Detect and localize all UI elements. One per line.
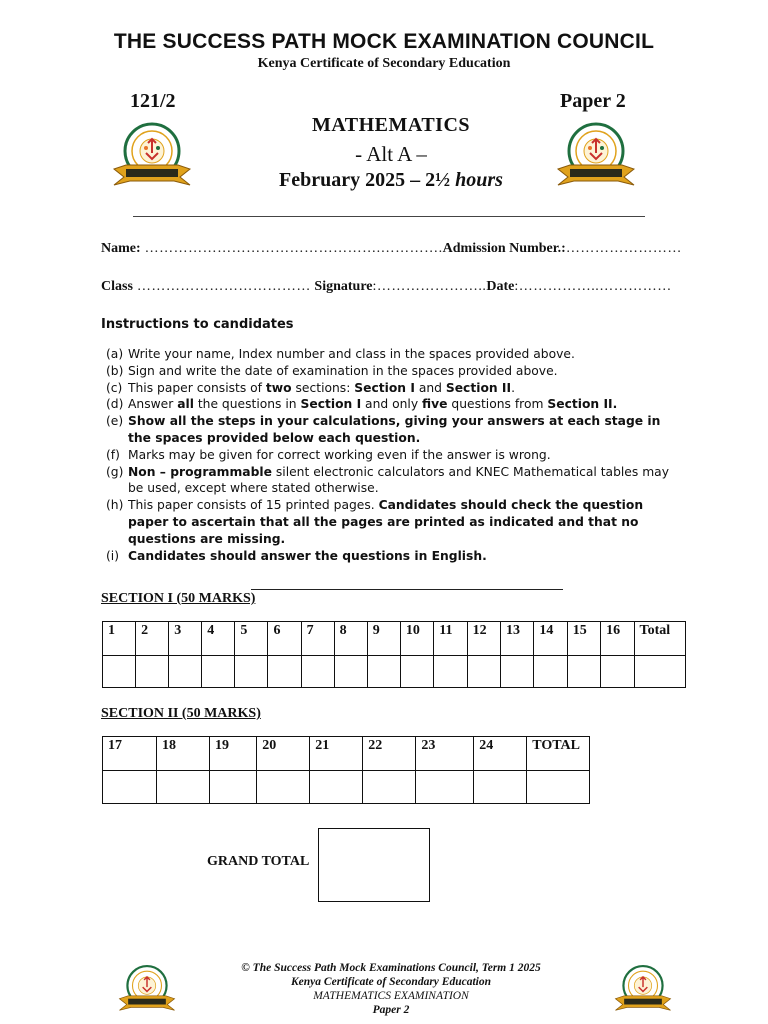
section1-column-label: 6 bbox=[273, 623, 281, 638]
section1-column-header bbox=[467, 622, 500, 656]
instruction-text-part: Section I bbox=[354, 380, 415, 395]
instruction-marker: (c) bbox=[106, 380, 123, 395]
instruction-text-part: sections: bbox=[291, 380, 355, 395]
section1-column-header bbox=[136, 622, 169, 656]
grand-total-box[interactable] bbox=[318, 828, 430, 902]
section2-column-label: 20 bbox=[262, 738, 277, 753]
section1-column-label: 11 bbox=[439, 623, 453, 638]
instruction-marker: (e) bbox=[106, 414, 124, 429]
instruction-item bbox=[106, 548, 681, 565]
section2-column-label: 22 bbox=[368, 738, 383, 753]
section-1-header-row bbox=[103, 622, 686, 656]
instruction-marker: (i) bbox=[106, 548, 120, 563]
instructions-list bbox=[106, 346, 681, 564]
section2-column-label: 17 bbox=[108, 738, 122, 753]
section2-column-header bbox=[103, 737, 157, 771]
instruction-text-part: This paper consists of bbox=[128, 380, 266, 395]
admission-field[interactable]: …………………… bbox=[565, 241, 682, 256]
section1-score-cell[interactable] bbox=[400, 656, 433, 688]
section2-column-label: TOTAL bbox=[532, 738, 580, 753]
section1-score-cell[interactable] bbox=[334, 656, 367, 688]
instruction-text bbox=[128, 346, 681, 363]
section1-column-header bbox=[434, 622, 467, 656]
instruction-text-part: Non – programmable bbox=[128, 464, 272, 479]
council-logo-left bbox=[110, 117, 194, 197]
section2-column-header bbox=[257, 737, 310, 771]
class-label: Class bbox=[101, 279, 133, 294]
instruction-text bbox=[128, 497, 681, 547]
section2-column-label: 19 bbox=[215, 738, 230, 753]
section-1-marks-table bbox=[102, 621, 686, 688]
instruction-text bbox=[128, 548, 681, 565]
section1-column-header bbox=[235, 622, 268, 656]
date-field[interactable]: :……………..…………… bbox=[514, 279, 672, 294]
section1-score-cell[interactable] bbox=[268, 656, 301, 688]
section2-column-label: 24 bbox=[479, 738, 494, 753]
section1-column-header bbox=[534, 622, 567, 656]
section2-score-cell[interactable] bbox=[103, 771, 157, 804]
section1-column-label: Total bbox=[639, 623, 671, 638]
instruction-marker: (b) bbox=[106, 363, 124, 378]
section2-column-header bbox=[210, 737, 257, 771]
section1-score-cell[interactable] bbox=[367, 656, 400, 688]
section-2-header-row bbox=[103, 737, 590, 771]
footer-certificate: Kenya Certificate of Secondary Education bbox=[291, 976, 491, 988]
instruction-marker: (h) bbox=[106, 498, 124, 513]
instruction-text bbox=[128, 447, 681, 464]
instruction-text-part: Marks may be given for correct working even if the answer is wrong. bbox=[128, 447, 551, 462]
instruction-item bbox=[106, 363, 681, 380]
section-1-score-row bbox=[103, 656, 686, 688]
section1-column-label: 1 bbox=[108, 623, 115, 638]
instruction-text bbox=[128, 380, 681, 397]
section1-column-label: 7 bbox=[306, 623, 314, 638]
section1-column-header bbox=[301, 622, 334, 656]
instruction-text-part: Answer bbox=[128, 397, 178, 412]
section1-score-cell[interactable] bbox=[301, 656, 334, 688]
section2-column-header bbox=[416, 737, 474, 771]
section-divider bbox=[251, 589, 563, 590]
section1-column-label: 8 bbox=[339, 623, 347, 638]
instruction-text-part: Show all the steps in your calculations, giving your answers at each stage in the spaces provided below each question. bbox=[128, 414, 661, 445]
section2-score-cell[interactable] bbox=[527, 771, 590, 804]
header-divider bbox=[133, 216, 645, 217]
paper-code: 121/2 bbox=[130, 90, 176, 112]
section1-column-label: 3 bbox=[174, 623, 182, 638]
instruction-text-part: Section I bbox=[300, 397, 362, 412]
instruction-text-part: Sign and write the date of examination in the spaces provided above. bbox=[128, 363, 558, 378]
instruction-text-part: Section II bbox=[445, 380, 512, 395]
section1-score-cell[interactable] bbox=[103, 656, 136, 688]
section1-column-header bbox=[268, 622, 301, 656]
class-signature-date-line bbox=[101, 279, 672, 295]
instruction-item bbox=[106, 396, 681, 413]
signature-field[interactable]: :………………….. bbox=[372, 279, 487, 294]
instruction-text-part: silent electronic calculators and KNEC Mathematical tables may be used, except where stated otherwise. bbox=[128, 464, 669, 496]
footer-copyright: © The Success Path Mock Examinations Council, Term 1 2025 bbox=[241, 962, 541, 974]
section2-column-header bbox=[527, 737, 590, 771]
section1-column-header bbox=[169, 622, 202, 656]
section1-column-label: 5 bbox=[240, 623, 248, 638]
instruction-marker: (g) bbox=[106, 464, 124, 479]
section1-score-cell[interactable] bbox=[500, 656, 533, 688]
paper-variant: - Alt A – bbox=[355, 142, 427, 166]
instruction-item bbox=[106, 380, 681, 397]
section2-score-cell[interactable] bbox=[416, 771, 474, 804]
instruction-text-part: . bbox=[511, 380, 515, 395]
section1-score-cell[interactable] bbox=[467, 656, 500, 688]
section1-column-label: 9 bbox=[372, 623, 380, 638]
section1-score-cell[interactable] bbox=[601, 656, 634, 688]
instructions-title: Instructions to candidates bbox=[101, 317, 294, 332]
certificate-subtitle: Kenya Certificate of Secondary Education bbox=[257, 56, 511, 71]
section1-score-cell[interactable] bbox=[169, 656, 202, 688]
section-2-title: SECTION II (50 MARKS) bbox=[101, 706, 261, 721]
signature-label: Signature bbox=[314, 279, 373, 294]
instruction-text-part: Section II. bbox=[547, 397, 618, 412]
section1-score-cell[interactable] bbox=[534, 656, 567, 688]
name-label: Name: bbox=[101, 241, 141, 256]
section2-score-cell[interactable] bbox=[257, 771, 310, 804]
section1-score-cell[interactable] bbox=[567, 656, 600, 688]
section1-column-label: 2 bbox=[141, 623, 149, 638]
section2-column-label: 18 bbox=[162, 738, 176, 753]
section1-score-cell[interactable] bbox=[136, 656, 169, 688]
admission-label: Admission Number.: bbox=[442, 241, 566, 256]
section-1-title: SECTION I (50 MARKS) bbox=[101, 591, 256, 606]
instruction-item bbox=[106, 413, 681, 447]
section1-score-cell[interactable] bbox=[202, 656, 235, 688]
section1-column-label: 4 bbox=[207, 623, 215, 638]
council-logo-right bbox=[554, 117, 638, 197]
section2-score-cell[interactable] bbox=[310, 771, 363, 804]
section1-column-label: 12 bbox=[472, 623, 487, 638]
instruction-text-part: two bbox=[265, 380, 292, 395]
instruction-text-part: and bbox=[414, 380, 446, 395]
instruction-text-part: Write your name, Index number and class in the spaces provided above. bbox=[128, 347, 575, 361]
instruction-text-part: all bbox=[177, 397, 194, 412]
subject-title: MATHEMATICS bbox=[311, 114, 471, 136]
class-field[interactable]: ……………………………… bbox=[132, 279, 311, 294]
instruction-marker: (a) bbox=[106, 347, 124, 361]
instruction-text bbox=[128, 396, 681, 413]
section1-column-label: 10 bbox=[405, 623, 420, 638]
instruction-item bbox=[106, 447, 681, 464]
name-field[interactable]: ………………………………………….…………. bbox=[140, 241, 443, 256]
council-title: THE SUCCESS PATH MOCK EXAMINATION COUNCIL bbox=[113, 30, 655, 53]
section1-column-header bbox=[202, 622, 235, 656]
section1-column-header bbox=[567, 622, 600, 656]
exam-date: February 2025 – 2½ bbox=[279, 169, 456, 191]
section2-score-cell[interactable] bbox=[210, 771, 257, 804]
footer-exam: MATHEMATICS EXAMINATION bbox=[313, 990, 469, 1002]
instruction-text bbox=[128, 413, 681, 447]
section1-column-header bbox=[103, 622, 136, 656]
name-admission-line bbox=[101, 241, 682, 257]
instruction-marker: (d) bbox=[106, 397, 124, 412]
instruction-text bbox=[128, 363, 681, 380]
instruction-text bbox=[128, 464, 681, 498]
section2-column-header bbox=[310, 737, 363, 771]
grand-total-label: GRAND TOTAL bbox=[207, 854, 310, 869]
instruction-text-part: This paper consists of 15 printed pages. bbox=[128, 498, 379, 513]
section1-column-header bbox=[634, 622, 685, 656]
paper-number: Paper 2 bbox=[560, 90, 626, 112]
section1-score-cell[interactable] bbox=[235, 656, 268, 688]
instruction-text-part: the questions in bbox=[193, 397, 301, 412]
section2-column-label: 23 bbox=[421, 738, 436, 753]
instruction-item bbox=[106, 464, 681, 498]
instruction-item bbox=[106, 346, 681, 363]
section2-score-cell[interactable] bbox=[157, 771, 210, 804]
section1-column-header bbox=[334, 622, 367, 656]
instruction-marker: (f) bbox=[106, 447, 120, 462]
instruction-text-part: Candidates should check the question paper to ascertain that all the pages are printed as indicated and that no questions are missing. bbox=[128, 498, 644, 546]
section2-score-cell[interactable] bbox=[363, 771, 416, 804]
section1-column-header bbox=[601, 622, 634, 656]
instruction-text-part: and only bbox=[361, 397, 423, 412]
section1-column-label: 13 bbox=[505, 623, 520, 638]
section1-score-cell[interactable] bbox=[634, 656, 685, 688]
section-2-score-row bbox=[103, 771, 590, 804]
section1-column-label: 14 bbox=[539, 623, 554, 638]
section2-score-cell[interactable] bbox=[474, 771, 527, 804]
section1-column-label: 15 bbox=[572, 623, 587, 638]
section1-column-header bbox=[367, 622, 400, 656]
instruction-text-part: Candidates should answer the questions in English. bbox=[128, 548, 487, 563]
section1-column-header bbox=[400, 622, 433, 656]
section1-score-cell[interactable] bbox=[434, 656, 467, 688]
duration-unit: hours bbox=[455, 169, 503, 191]
instruction-text-part: questions from bbox=[447, 397, 548, 412]
footer-paper: Paper 2 bbox=[372, 1004, 410, 1016]
section1-column-header bbox=[500, 622, 533, 656]
instruction-item bbox=[106, 497, 681, 547]
date-label: Date bbox=[486, 279, 515, 294]
section2-column-header bbox=[157, 737, 210, 771]
instruction-text-part: five bbox=[422, 397, 448, 412]
section1-column-label: 16 bbox=[606, 623, 621, 638]
section2-column-label: 21 bbox=[315, 738, 330, 753]
section-2-marks-table bbox=[102, 736, 590, 804]
section2-column-header bbox=[363, 737, 416, 771]
section2-column-header bbox=[474, 737, 527, 771]
